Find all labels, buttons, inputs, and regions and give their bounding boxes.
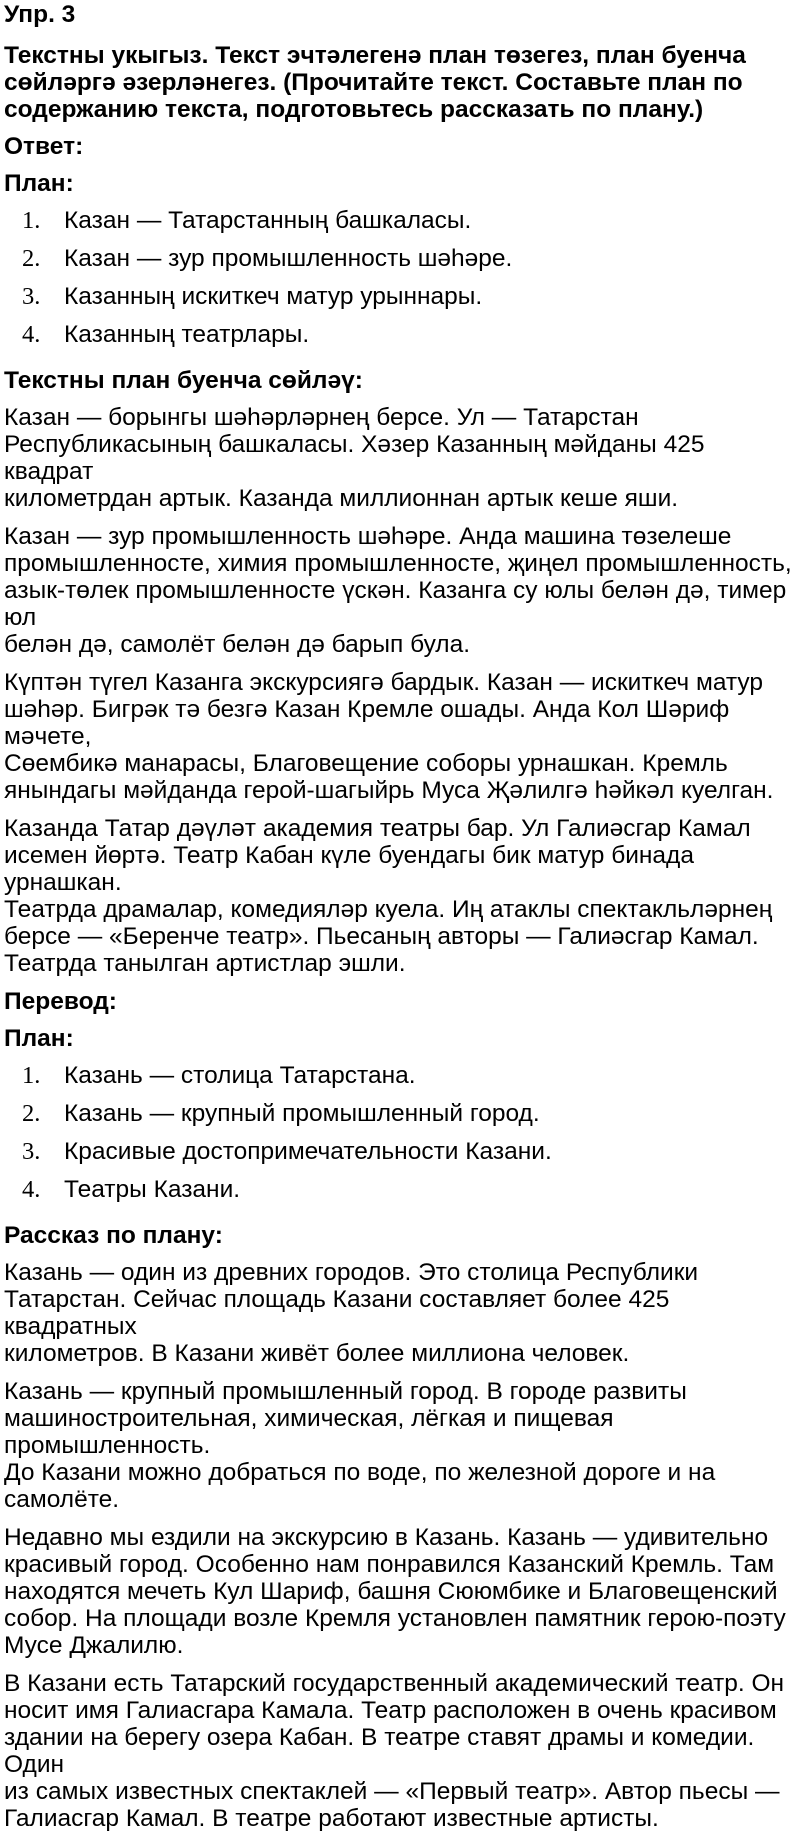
list-item-text: Казан — Татарстанның башкаласы. [64, 207, 472, 234]
paragraph [4, 1524, 792, 1659]
list-item-text: Казан — зур промышленность шәһәре. [64, 245, 513, 272]
text-line: Казан — зур промышленность шәһәре. Анда машина төзелеше [4, 523, 732, 550]
list-number: 3. [22, 283, 41, 310]
text-line: исемен йөртә. Театр Кабан күле буендагы бик матур бинада урнашкан. [4, 842, 694, 896]
text-line: шәһәр. Бигрәк тә безгә Казан Кремле ошады. Анда Кол Шәриф мәчете, [4, 696, 730, 750]
list-number: 1. [22, 207, 41, 234]
text-line: белән дә, самолёт белән дә барып була. [4, 631, 471, 658]
text-line: Театрда танылган артистлар эшли. [4, 950, 406, 977]
answer-label: Ответ: [4, 133, 84, 160]
text-line: Театрда драмалар, комедияләр куела. Иң атаклы спектакльләрнең [4, 896, 773, 923]
paragraph [4, 815, 792, 977]
plan-label-tatar: План: [4, 170, 74, 197]
text-line: Күптән түгел Казанга экскурсиягә бардык. Казан — искиткеч матур [4, 669, 763, 696]
text-line: Казань — крупный промышленный город. В городе развиты [4, 1378, 687, 1405]
text-line: Татарстан. Сейчас площадь Казани составляет более 425 квадратных [4, 1286, 670, 1340]
text-line: Республикасының башкаласы. Хәзер Казанның мәйданы 425 квадрат [4, 431, 705, 485]
text-line: Казан — борынгы шәһәрләрнең берсе. Ул — Татарстан [4, 404, 639, 431]
text-line: Галиасгар Камал. В театре работают известные артисты. [4, 1805, 659, 1832]
text-line: самолёте. [4, 1486, 120, 1513]
list-number: 3. [22, 1138, 41, 1165]
translation-label: Перевод: [4, 988, 117, 1015]
list-number: 4. [22, 321, 41, 348]
list-item [4, 1176, 792, 1214]
text-line: Сөембикә манарасы, Благовещение соборы урнашкан. Кремль [4, 750, 728, 777]
text-line: азык-төлек промышленносте үскән. Казанга су юлы белән дә, тимер юл [4, 577, 787, 631]
text-line: из самых известных спектаклей — «Первый театр». Автор пьесы — [4, 1778, 780, 1805]
list-item [4, 1100, 792, 1138]
text-line: янындагы мәйданда герой-шагыйрь Муса Җәлилгә һәйкәл куелган. [4, 777, 774, 804]
paragraph [4, 523, 792, 658]
text-line: Мусе Джалилю. [4, 1632, 184, 1659]
paragraph [4, 1259, 792, 1367]
paragraph [4, 1378, 792, 1513]
text-line: здании на берегу озера Кабан. В театре ставят драмы и комедии. Один [4, 1724, 755, 1778]
plan-label-russian: План: [4, 1025, 74, 1052]
story-label-russian: Рассказ по плану: [4, 1222, 223, 1249]
paragraph [4, 1670, 792, 1832]
text-line: промышленносте, химия промышленносте, җиңел промышленность, [4, 550, 792, 577]
text-line: Казанда Татар дәүләт академия театры бар. Ул Галиәсгар Камал [4, 815, 751, 842]
list-item-text: Казань — крупный промышленный город. [64, 1100, 540, 1127]
document-page [0, 1, 800, 1832]
text-line: собор. На площади возле Кремля установлен памятник герою-поэту [4, 1605, 786, 1632]
paragraph [4, 669, 792, 804]
text-line: километрдан артык. Казанда миллионнан артык кеше яши. [4, 485, 679, 512]
text-line: носит имя Галиасгара Камала. Театр расположен в очень красивом [4, 1697, 777, 1724]
list-number: 2. [22, 245, 41, 272]
list-item [4, 207, 792, 245]
plan-list-tatar [4, 207, 792, 359]
text-line: красивый город. Особенно нам понравился Казанский Кремль. Там [4, 1551, 775, 1578]
text-line: берсе — «Беренче театр». Пьесаның авторы — Галиәсгар Камал. [4, 923, 759, 950]
list-item-text: Театры Казани. [64, 1176, 241, 1203]
list-item [4, 1062, 792, 1100]
task-line: содержанию текста, подготовьтесь рассказать по плану.) [4, 96, 704, 123]
list-number: 1. [22, 1062, 41, 1089]
task-text [4, 42, 792, 123]
task-line: сөйләргә әзерләнегез. (Прочитайте текст. Составьте план по [4, 69, 743, 96]
story-label-tatar: Текстны план буенча сөйләү: [4, 367, 363, 394]
list-item [4, 245, 792, 283]
paragraph [4, 404, 792, 512]
list-number: 4. [22, 1176, 41, 1203]
text-line: Недавно мы ездили на экскурсию в Казань. Казань — удивительно [4, 1524, 769, 1551]
list-item [4, 1138, 792, 1176]
list-item [4, 283, 792, 321]
list-item-text: Казань — столица Татарстана. [64, 1062, 416, 1089]
text-line: километров. В Казани живёт более миллиона человек. [4, 1340, 630, 1367]
text-line: находятся мечеть Кул Шариф, башня Сююмбике и Благовещенский [4, 1578, 778, 1605]
plan-list-russian [4, 1062, 792, 1214]
list-item-text: Красивые достопримечательности Казани. [64, 1138, 552, 1165]
exercise-title: Упр. 3 [4, 1, 76, 28]
text-line: В Казани есть Татарский государственный академический театр. Он [4, 1670, 785, 1697]
list-item-text: Казанның театрлары. [64, 321, 310, 348]
text-line: До Казани можно добраться по воде, по железной дороге и на [4, 1459, 716, 1486]
list-number: 2. [22, 1100, 41, 1127]
text-line: Казань — один из древних городов. Это столица Республики [4, 1259, 699, 1286]
task-line: Текстны укыгыз. Текст эчтәлегенә план төзегез, план буенча [4, 42, 746, 69]
list-item [4, 321, 792, 359]
text-line: машиностроительная, химическая, лёгкая и пищевая промышленность. [4, 1405, 614, 1459]
list-item-text: Казанның искиткеч матур урыннары. [64, 283, 483, 310]
